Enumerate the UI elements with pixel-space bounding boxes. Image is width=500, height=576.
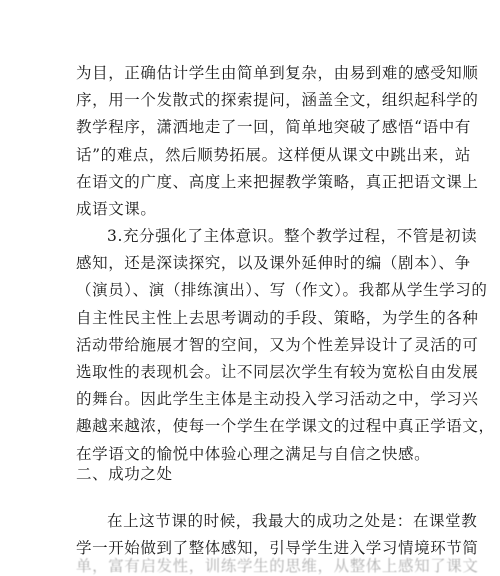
text-line: 感知，还是深读探究，以及课外延伸时的编（剧本）、争 [76, 254, 471, 273]
text-line: 在学语文的愉悦中体验心理之满足与自信之快感。 [76, 444, 431, 463]
cut-off-text-line: 单，富有启发性，训练学生的思维，从整体上感知了课文 [76, 557, 479, 575]
text-line: 学一开始做到了整体感知，引导学生进入学习情境环节简 [76, 539, 479, 558]
text-line: （演员）、演（排练演出）、写（作文）。我都从学生学习的 [76, 281, 488, 300]
text-line: 的舞台。因此学生主体是主动投入学习活动之中，学习兴 [76, 390, 479, 409]
text-line: 为目，正确估计学生由简单到复杂，由易到难的感受知顺 [76, 64, 479, 82]
section-heading: 二、成功之处 [76, 465, 173, 483]
text-line: 3.充分强化了主体意识。整个教学过程，不管是初读 [107, 227, 478, 245]
text-line: 选取性的表现机会。让不同层次学生有较为宽松自由发展 [76, 362, 479, 381]
text-line: 活动带给施展才智的空间，又为个性差异设计了灵活的可 [76, 335, 479, 354]
paragraph-main-point-3 [76, 223, 495, 468]
text-line: 成语文课。 [76, 199, 157, 218]
text-line: 在上这节课的时候，我最大的成功之处是：在课堂教 [107, 512, 478, 530]
paragraph-continuation [76, 60, 479, 223]
text-line: 序，用一个发散式的探索提问，涵盖全文，组织起科学的 [76, 91, 479, 110]
text-line: 在语文的广度、高度上来把握教学策略，真正把语文课上 [76, 172, 479, 191]
text-line: 趣越来越浓，使每一个学生在学课文的过程中真正学语文， [76, 417, 495, 436]
text-line: 教学程序，潇洒地走了一回，简单地突破了感悟“语中有 [76, 118, 471, 137]
text-line: 自主性民主性上去思考调动的手段、策略，为学生的各种 [76, 308, 479, 327]
text-line: 话”的难点，然后顺势拓展。这样便从课文中跳出来，站 [76, 145, 471, 164]
